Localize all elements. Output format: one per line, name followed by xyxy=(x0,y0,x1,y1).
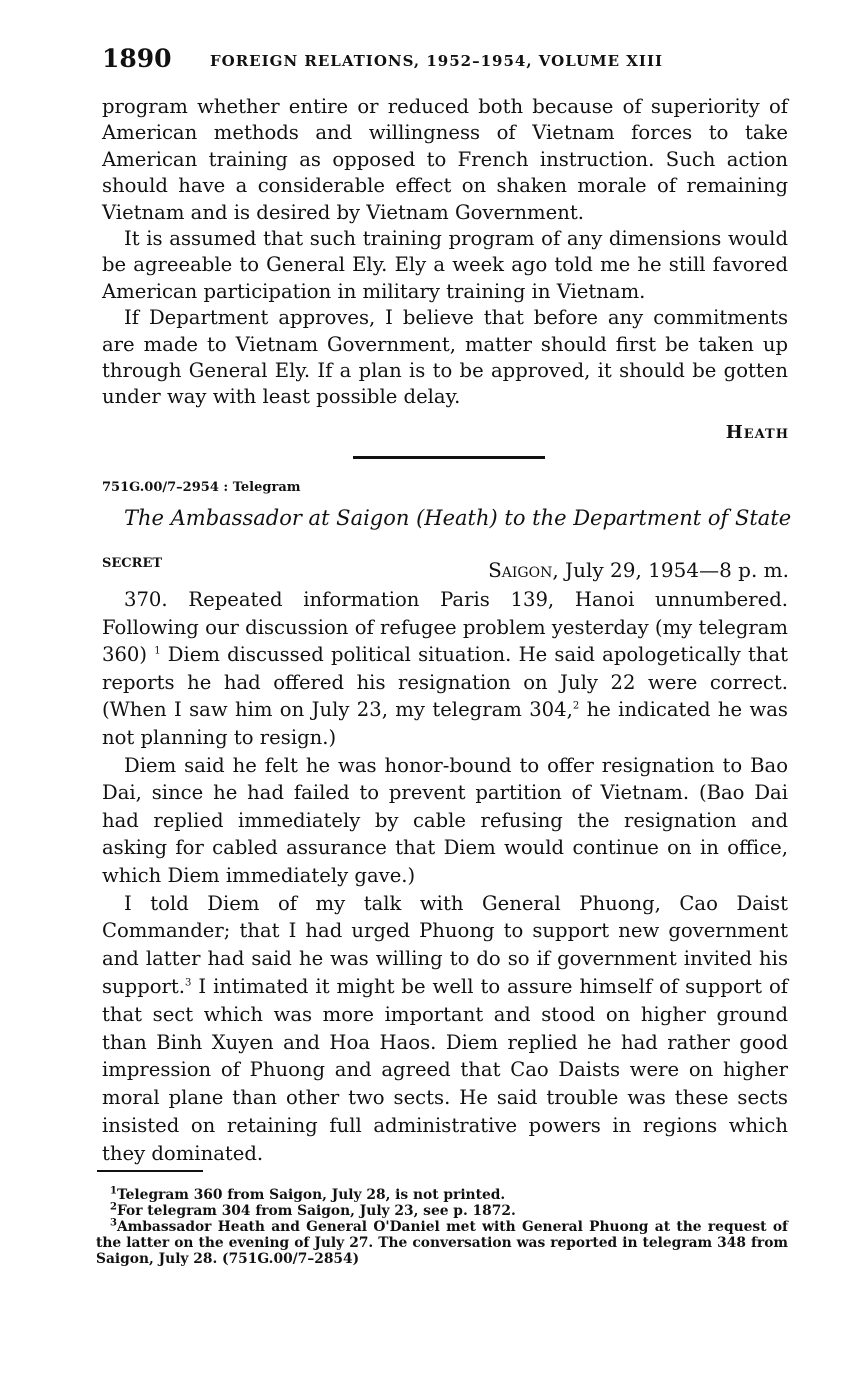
paragraph: program whether entire or reduced both because of superiority of American methods and willingness of Vietnam forces to take American training as opposed to French instruction. Such action should have a considerable effect on shaken morale of remaining Vietnam and is desired by Vietnam Government. xyxy=(102,95,788,224)
footnote-ref: 2 xyxy=(572,700,580,712)
page-header xyxy=(102,44,789,78)
document-id: 751G.00/7–2954 : Telegram xyxy=(102,480,301,495)
text-run: 370. Repeated information Paris 139, Hanoi unnumbered. Following our discussion of refugee problem yesterday (my telegram 360) xyxy=(102,588,788,667)
footnote xyxy=(96,1203,788,1219)
previous-telegram-text xyxy=(102,94,788,411)
dateline-place: Saigon xyxy=(488,558,553,582)
classification-label: SECRET xyxy=(102,556,163,571)
footnote-mark: 3 xyxy=(110,1217,117,1229)
footnote xyxy=(96,1219,788,1267)
paragraph xyxy=(102,586,788,752)
section-divider xyxy=(353,456,545,459)
paragraph xyxy=(102,890,788,1168)
text-run: I intimated it might be well to assure himself of support of that sect which was more important and stood on higher ground than Binh Xuyen and Hoa Haos. Diem replied he had rather good impression of Phuong and agreed that Cao Daists were on higher moral plane than other two sects. He said trouble was these sects insisted on retaining full administrative powers in regions which they dominated. xyxy=(102,974,788,1165)
dateline xyxy=(488,558,789,582)
paragraph: If Department approves, I believe that before any commitments are made to Vietnam Government, matter should first be taken up through General Ely. If a plan is to be approved, it should be gotten under way with least possible delay. xyxy=(102,306,788,409)
text-run: he indicated he was not planning to resign.) xyxy=(102,698,788,749)
footnote-mark: 1 xyxy=(110,1185,117,1197)
running-title: FOREIGN RELATIONS, 1952–1954, VOLUME XIII xyxy=(210,52,663,70)
footnotes xyxy=(96,1187,788,1267)
footnote-divider xyxy=(97,1170,203,1172)
footnote-text: For telegram 304 from Saigon, July 23, see p. 1872. xyxy=(116,1203,516,1219)
footnote xyxy=(96,1187,788,1203)
footnote-ref: 3 xyxy=(185,977,192,989)
footnote-text: Telegram 360 from Saigon, July 28, is not printed. xyxy=(116,1187,506,1203)
text-run: I told Diem of my talk with General Phuong, Cao Daist Commander; that I had urged Phuong to support new government and latter had said he was willing to do so if government invited his support. xyxy=(102,891,788,998)
paragraph: Diem said he felt he was honor-bound to offer resignation to Bao Dai, since he had failed to prevent partition of Vietnam. (Bao Dai had replied immediately by cable refusing the resignation and asking for cabled assurance that Diem would continue on in office, which Diem immediately gave.) xyxy=(102,753,788,887)
document-title: The Ambassador at Saigon (Heath) to the Department of State xyxy=(124,506,792,530)
text-run: Diem discussed political situation. He said apologetically that reports he had offered his resignation on July 22 were correct. (When I saw him on July 23, my telegram 304, xyxy=(102,643,789,722)
signature: Heath xyxy=(725,422,789,443)
footnote-ref: 1 xyxy=(154,645,161,657)
footnote-text: Ambassador Heath and General O'Daniel met with General Phuong at the request of the latter on the evening of July 27. The conversation was reported in telegram 348 from Saigon, July 28. (751G.00/7–2854) xyxy=(96,1219,788,1267)
footnote-mark: 2 xyxy=(110,1201,117,1213)
paragraph: It is assumed that such training program of any dimensions would be agreeable to General Ely. Ely a week ago told me he still favored American participation in military training in Vietnam. xyxy=(102,227,788,303)
dateline-date: , July 29, 1954—8 p. m. xyxy=(552,558,789,582)
page-number: 1890 xyxy=(102,44,172,73)
telegram-text xyxy=(102,586,788,1168)
